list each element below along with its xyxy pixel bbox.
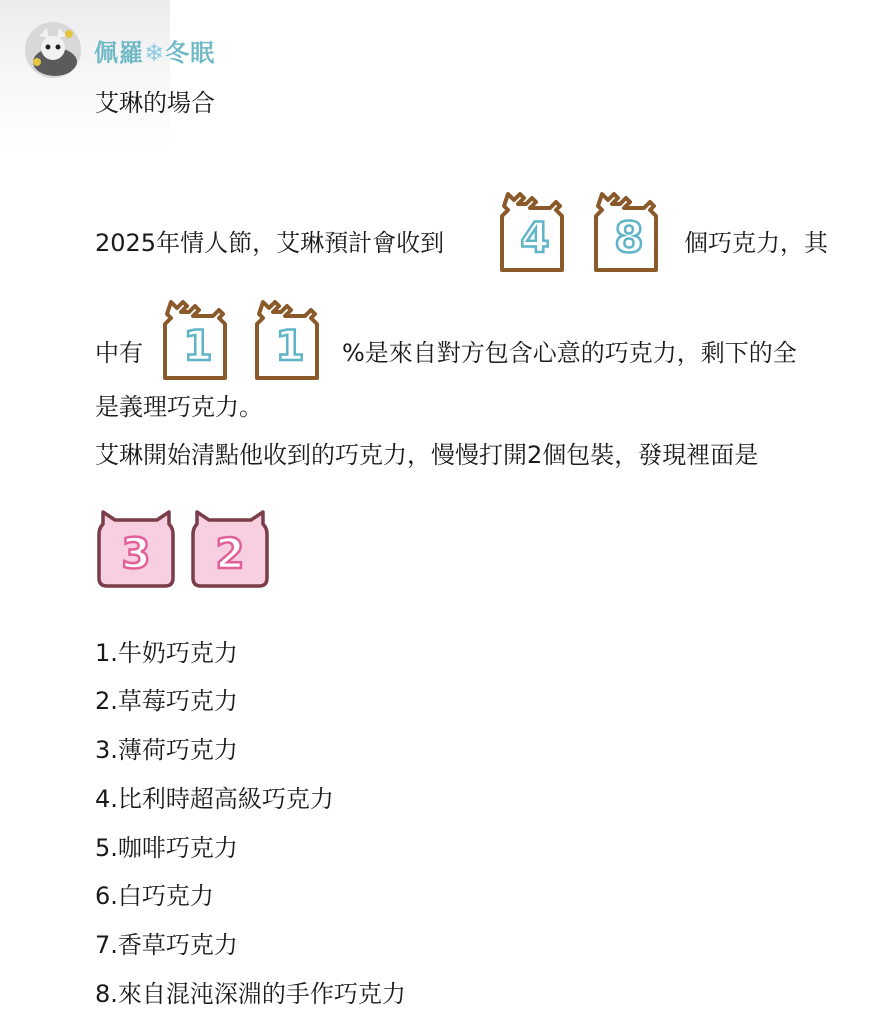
username-suffix: 冬眠 — [165, 39, 216, 67]
percent-tens-digit: 1 — [183, 321, 213, 370]
number-box-icon — [93, 506, 179, 592]
post-text-line-2a: 中有 — [95, 339, 143, 367]
number-bag-icon — [157, 296, 239, 384]
number-box-icon — [187, 506, 273, 592]
received-tens-digit: 4 — [520, 213, 550, 262]
opened-ones-digit: 2 — [215, 529, 245, 578]
opened-tens-digit: 3 — [121, 529, 151, 578]
cartoon-avatar-icon — [25, 22, 81, 78]
list-item: 6.白巧克力 — [95, 882, 214, 910]
post-text-line-2b: %是來自對方包含心意的巧克力，剩下的全 — [342, 339, 797, 367]
number-bag-icon — [588, 188, 670, 276]
list-item: 8.來自混沌深淵的手作巧克力 — [95, 980, 406, 1008]
username[interactable] — [94, 33, 215, 68]
list-item: 2.草莓巧克力 — [95, 687, 238, 715]
number-bag-icon — [494, 188, 576, 276]
snowflake-icon: ❄ — [144, 39, 166, 67]
post-text-line-1b: 個巧克力，其 — [684, 229, 828, 257]
list-item: 1.牛奶巧克力 — [95, 639, 238, 667]
number-bag-icon — [249, 296, 331, 384]
list-item: 4.比利時超高級巧克力 — [95, 785, 334, 813]
username-name: 佩羅 — [94, 39, 144, 67]
avatar[interactable] — [25, 22, 81, 78]
header-background — [0, 0, 170, 150]
post-title: 艾琳的場合 — [95, 89, 215, 117]
post-text-line-3: 是義理巧克力。 — [95, 393, 263, 421]
post-text-line-1a: 2025年情人節，艾琳預計會收到 — [95, 229, 445, 257]
post-text-line-4: 艾琳開始清點他收到的巧克力，慢慢打開2個包裝，發現裡面是 — [95, 441, 759, 469]
list-item: 5.咖啡巧克力 — [95, 834, 238, 862]
list-item: 3.薄荷巧克力 — [95, 736, 238, 764]
percent-ones-digit: 1 — [275, 321, 305, 370]
received-ones-digit: 8 — [614, 213, 644, 262]
list-item: 7.香草巧克力 — [95, 931, 238, 959]
